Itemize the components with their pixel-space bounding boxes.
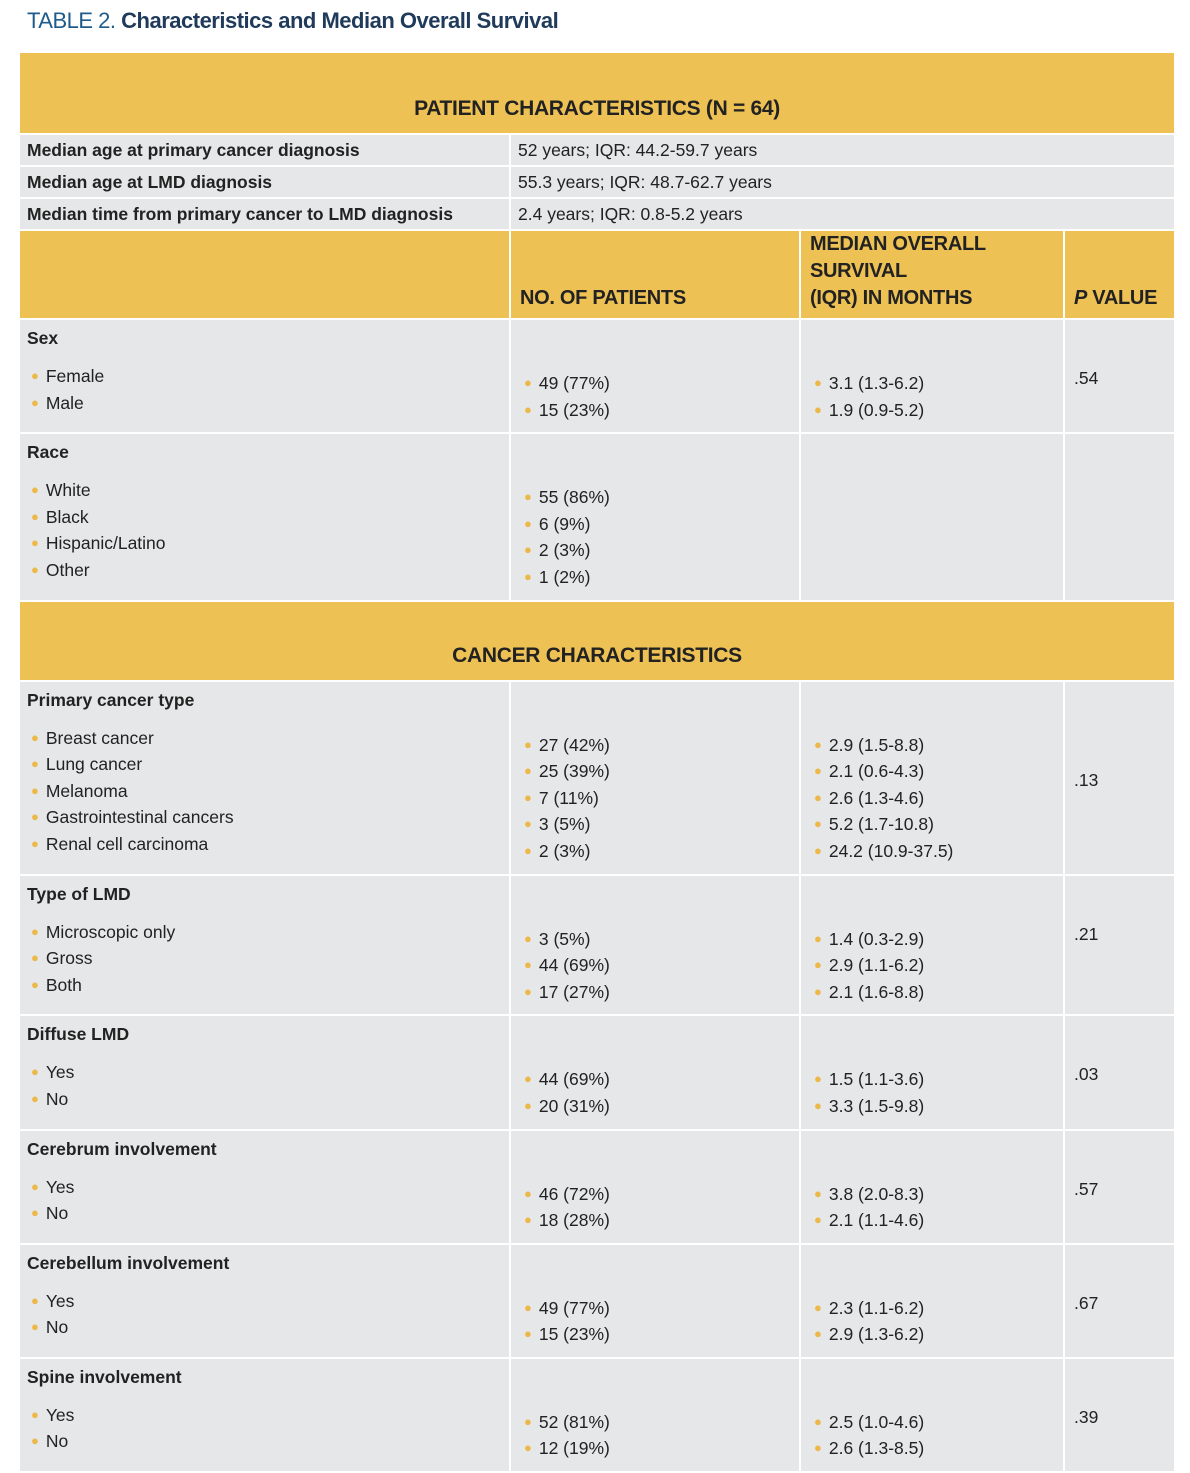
category-item bbox=[27, 973, 509, 1000]
survival-value-text: 2.3 (1.1-6.2) bbox=[828, 1297, 925, 1318]
category-item bbox=[27, 1315, 509, 1342]
p-value: .54 bbox=[1074, 368, 1099, 388]
survival-value bbox=[810, 1436, 1063, 1463]
survival-header-line1: MEDIAN OVERALL SURVIVAL bbox=[810, 233, 986, 282]
survival-cell bbox=[800, 1358, 1064, 1472]
group-label-cell bbox=[19, 1244, 510, 1358]
patient-count bbox=[520, 733, 799, 760]
bullet-icon: ● bbox=[31, 809, 39, 825]
caption-title: Characteristics and Median Overall Survival bbox=[121, 8, 559, 33]
column-header-blank bbox=[19, 230, 510, 319]
patient-count bbox=[520, 953, 799, 980]
category-item-list bbox=[27, 1175, 509, 1232]
bullet-icon: ● bbox=[814, 1097, 822, 1113]
category-item bbox=[27, 1060, 509, 1087]
group-row bbox=[19, 681, 1175, 875]
patient-count bbox=[520, 839, 799, 866]
group-row bbox=[19, 319, 1175, 433]
patient-count-text: 55 (86%) bbox=[538, 487, 610, 508]
p-value-cell bbox=[1064, 875, 1175, 1016]
survival-cell bbox=[800, 875, 1064, 1016]
patient-count-list bbox=[520, 927, 799, 1011]
patients-cell bbox=[510, 1015, 800, 1129]
category-item-list bbox=[27, 920, 509, 1004]
survival-value-text: 2.9 (1.3-6.2) bbox=[828, 1324, 925, 1345]
patient-count bbox=[520, 812, 799, 839]
patient-count-text: 7 (11%) bbox=[538, 787, 599, 808]
bullet-icon: ● bbox=[814, 1413, 822, 1429]
column-header-p-value bbox=[1064, 230, 1175, 319]
survival-value bbox=[810, 953, 1063, 980]
category-item bbox=[27, 779, 509, 806]
group-label-cell bbox=[19, 1358, 510, 1472]
patient-count-text: 44 (69%) bbox=[538, 1069, 610, 1090]
patient-count-list bbox=[520, 1067, 799, 1124]
bullet-icon: ● bbox=[31, 508, 39, 524]
patients-cell bbox=[510, 433, 800, 600]
survival-value-text: 2.1 (0.6-4.3) bbox=[828, 761, 925, 782]
cancer-band-row bbox=[19, 601, 1175, 681]
group-row bbox=[19, 1244, 1175, 1358]
bullet-icon: ● bbox=[814, 375, 822, 390]
survival-value-text: 2.1 (1.1-4.6) bbox=[828, 1210, 925, 1231]
group-title: Diffuse LMD bbox=[27, 1024, 130, 1045]
patient-count-list bbox=[520, 371, 799, 428]
category-item bbox=[27, 946, 509, 973]
bullet-icon: ● bbox=[814, 736, 822, 752]
patient-count-list bbox=[520, 733, 799, 870]
group-label-cell bbox=[19, 875, 510, 1016]
p-value: .13 bbox=[1074, 769, 1099, 790]
survival-cell bbox=[800, 433, 1064, 600]
category-item bbox=[27, 364, 509, 391]
category-item-text: Breast cancer bbox=[45, 727, 154, 748]
survival-cell bbox=[800, 1244, 1064, 1358]
bullet-icon: ● bbox=[814, 1299, 822, 1315]
group-title: Spine involvement bbox=[27, 1366, 182, 1387]
bullet-icon: ● bbox=[31, 1319, 39, 1335]
category-item bbox=[27, 920, 509, 947]
patient-count bbox=[520, 538, 799, 565]
category-item-list bbox=[27, 726, 509, 863]
patient-count bbox=[520, 485, 799, 512]
p-value-cell bbox=[1064, 1358, 1175, 1472]
bullet-icon: ● bbox=[524, 401, 532, 417]
bullet-icon: ● bbox=[524, 1440, 532, 1456]
patients-cell bbox=[510, 875, 800, 1016]
patient-count-text: 49 (77%) bbox=[538, 1297, 610, 1318]
group-row bbox=[19, 875, 1175, 1016]
category-item-list bbox=[27, 364, 509, 421]
category-item-list bbox=[27, 1403, 509, 1460]
survival-value bbox=[810, 1094, 1063, 1121]
patient-count-text: 17 (27%) bbox=[538, 981, 610, 1002]
bullet-icon: ● bbox=[524, 375, 532, 390]
patient-count bbox=[520, 1208, 799, 1235]
patient-count bbox=[520, 786, 799, 813]
characteristics-table bbox=[18, 51, 1176, 1473]
patients-cell bbox=[510, 1358, 800, 1472]
survival-value-text: 2.6 (1.3-8.5) bbox=[828, 1438, 925, 1459]
survival-value bbox=[810, 733, 1063, 760]
category-item bbox=[27, 752, 509, 779]
category-item-text: Gross bbox=[45, 948, 93, 969]
survival-value bbox=[810, 1067, 1063, 1094]
survival-value-text: 24.2 (10.9-37.5) bbox=[828, 840, 954, 861]
bullet-icon: ● bbox=[31, 1433, 39, 1449]
survival-value-text: 1.9 (0.9-5.2) bbox=[828, 399, 925, 420]
survival-value-text: 2.9 (1.1-6.2) bbox=[828, 955, 925, 976]
summary-value: 2.4 years; IQR: 0.8-5.2 years bbox=[510, 198, 1175, 230]
group-label-cell bbox=[19, 319, 510, 433]
category-item-text: No bbox=[45, 1203, 69, 1224]
patient-count-text: 3 (5%) bbox=[538, 814, 591, 835]
category-item bbox=[27, 726, 509, 753]
bullet-icon: ● bbox=[524, 1299, 532, 1315]
patients-cell bbox=[510, 319, 800, 433]
group-row bbox=[19, 1130, 1175, 1244]
survival-value-list bbox=[810, 1410, 1063, 1467]
summary-row bbox=[19, 198, 1175, 230]
bullet-icon: ● bbox=[524, 930, 532, 946]
bullet-icon: ● bbox=[524, 515, 532, 531]
patient-count-text: 15 (23%) bbox=[538, 399, 610, 420]
p-value: .67 bbox=[1074, 1292, 1099, 1313]
survival-cell bbox=[800, 681, 1064, 875]
p-value: .03 bbox=[1074, 1064, 1099, 1085]
patient-count-text: 3 (5%) bbox=[538, 928, 591, 949]
group-row bbox=[19, 433, 1175, 600]
category-item-text: Yes bbox=[45, 1404, 75, 1425]
patient-count bbox=[520, 1410, 799, 1437]
bullet-icon: ● bbox=[31, 950, 39, 966]
category-item bbox=[27, 478, 509, 505]
patient-count-text: 49 (77%) bbox=[538, 373, 610, 393]
bullet-icon: ● bbox=[31, 1064, 39, 1080]
patient-count bbox=[520, 565, 799, 592]
category-item bbox=[27, 1429, 509, 1456]
survival-value-list bbox=[810, 1182, 1063, 1239]
patient-band-row bbox=[19, 52, 1175, 134]
column-header-patients: NO. OF PATIENTS bbox=[510, 230, 800, 319]
bullet-icon: ● bbox=[524, 1185, 532, 1201]
group-label-cell bbox=[19, 681, 510, 875]
survival-value bbox=[810, 1410, 1063, 1437]
survival-value bbox=[810, 786, 1063, 813]
patient-count-text: 2 (3%) bbox=[538, 840, 591, 861]
patient-count-text: 6 (9%) bbox=[538, 513, 591, 534]
bullet-icon: ● bbox=[31, 561, 39, 577]
patient-count bbox=[520, 1094, 799, 1121]
survival-header-line2: (IQR) IN MONTHS bbox=[810, 287, 973, 309]
survival-value-text: 3.1 (1.3-6.2) bbox=[828, 373, 925, 393]
bullet-icon: ● bbox=[814, 1071, 822, 1087]
patient-count-list bbox=[520, 1410, 799, 1467]
patient-count bbox=[520, 398, 799, 425]
survival-value-text: 3.8 (2.0-8.3) bbox=[828, 1183, 925, 1204]
category-item-text: Lung cancer bbox=[45, 754, 143, 775]
bullet-icon: ● bbox=[31, 729, 39, 745]
patient-count bbox=[520, 927, 799, 954]
p-letter: P bbox=[1074, 287, 1088, 309]
group-title: Cerebrum involvement bbox=[27, 1138, 217, 1159]
table-body bbox=[19, 52, 1175, 1472]
bullet-icon: ● bbox=[524, 763, 532, 779]
group-label-cell bbox=[19, 1015, 510, 1129]
category-item-text: Male bbox=[45, 392, 84, 413]
bullet-icon: ● bbox=[31, 535, 39, 551]
category-item-list bbox=[27, 1289, 509, 1346]
bullet-icon: ● bbox=[814, 763, 822, 779]
survival-value bbox=[810, 927, 1063, 954]
survival-cell bbox=[800, 319, 1064, 433]
patient-count-text: 12 (19%) bbox=[538, 1438, 610, 1459]
patient-count-text: 27 (42%) bbox=[538, 734, 610, 755]
bullet-icon: ● bbox=[814, 1440, 822, 1456]
bullet-icon: ● bbox=[31, 1205, 39, 1221]
patient-count-text: 44 (69%) bbox=[538, 955, 610, 976]
bullet-icon: ● bbox=[31, 368, 39, 383]
bullet-icon: ● bbox=[31, 482, 39, 498]
survival-value-list bbox=[810, 371, 1063, 428]
category-item-text: Other bbox=[45, 559, 90, 580]
patient-count-text: 15 (23%) bbox=[538, 1324, 610, 1345]
patient-count bbox=[520, 1436, 799, 1463]
patient-characteristics-band: PATIENT CHARACTERISTICS (N = 64) bbox=[19, 52, 1175, 134]
category-item-text: Yes bbox=[45, 1062, 75, 1083]
bullet-icon: ● bbox=[814, 983, 822, 999]
caption-label: TABLE 2. bbox=[27, 8, 116, 33]
patient-count bbox=[520, 759, 799, 786]
survival-value bbox=[810, 1296, 1063, 1323]
p-value-cell bbox=[1064, 433, 1175, 600]
survival-value bbox=[810, 1208, 1063, 1235]
bullet-icon: ● bbox=[31, 1406, 39, 1422]
category-item bbox=[27, 1087, 509, 1114]
group-title: Sex bbox=[27, 328, 59, 348]
category-item-text: White bbox=[45, 480, 91, 501]
bullet-icon: ● bbox=[31, 1090, 39, 1106]
bullet-icon: ● bbox=[524, 1071, 532, 1087]
patient-count bbox=[520, 512, 799, 539]
patient-count bbox=[520, 1296, 799, 1323]
survival-value bbox=[810, 812, 1063, 839]
patient-count bbox=[520, 1067, 799, 1094]
patients-cell bbox=[510, 1244, 800, 1358]
bullet-icon: ● bbox=[524, 1097, 532, 1113]
patients-cell bbox=[510, 681, 800, 875]
bullet-icon: ● bbox=[814, 842, 822, 858]
bullet-icon: ● bbox=[524, 736, 532, 752]
category-item bbox=[27, 558, 509, 585]
survival-cell bbox=[800, 1015, 1064, 1129]
category-item-list bbox=[27, 478, 509, 588]
category-item-text: Renal cell carcinoma bbox=[45, 833, 209, 854]
column-header-survival bbox=[800, 230, 1064, 319]
column-header-row bbox=[19, 230, 1175, 319]
category-item-text: Microscopic only bbox=[45, 921, 176, 942]
survival-value-text: 1.4 (0.3-2.9) bbox=[828, 928, 925, 949]
bullet-icon: ● bbox=[524, 489, 532, 505]
category-item bbox=[27, 805, 509, 832]
group-title: Primary cancer type bbox=[27, 689, 195, 710]
category-item-text: Yes bbox=[45, 1176, 75, 1197]
summary-label: Median time from primary cancer to LMD diagnosis bbox=[19, 198, 510, 230]
patient-count bbox=[520, 980, 799, 1007]
patient-count-text: 25 (39%) bbox=[538, 761, 610, 782]
bullet-icon: ● bbox=[524, 1413, 532, 1429]
patient-count bbox=[520, 1322, 799, 1349]
bullet-icon: ● bbox=[524, 983, 532, 999]
patient-count-text: 20 (31%) bbox=[538, 1095, 610, 1116]
p-value-cell bbox=[1064, 1130, 1175, 1244]
survival-value bbox=[810, 1182, 1063, 1209]
bullet-icon: ● bbox=[524, 789, 532, 805]
p-value: .57 bbox=[1074, 1178, 1099, 1199]
bullet-icon: ● bbox=[524, 1212, 532, 1228]
patient-count-text: 1 (2%) bbox=[538, 566, 591, 587]
bullet-icon: ● bbox=[524, 568, 532, 584]
summary-label: Median age at primary cancer diagnosis bbox=[19, 134, 510, 166]
bullet-icon: ● bbox=[814, 930, 822, 946]
category-item bbox=[27, 531, 509, 558]
survival-value-list bbox=[810, 1067, 1063, 1124]
bullet-icon: ● bbox=[31, 1292, 39, 1308]
group-title: Type of LMD bbox=[27, 883, 131, 904]
patient-count-list bbox=[520, 485, 799, 595]
p-value: .39 bbox=[1074, 1406, 1099, 1427]
group-title: Cerebellum involvement bbox=[27, 1252, 230, 1273]
category-item bbox=[27, 1201, 509, 1228]
bullet-icon: ● bbox=[814, 1212, 822, 1228]
bullet-icon: ● bbox=[814, 789, 822, 805]
category-item-text: Gastrointestinal cancers bbox=[45, 807, 234, 828]
category-item bbox=[27, 832, 509, 859]
survival-cell bbox=[800, 1130, 1064, 1244]
category-item-text: Hispanic/Latino bbox=[45, 533, 166, 554]
bullet-icon: ● bbox=[31, 756, 39, 772]
category-item-text: Both bbox=[45, 974, 82, 995]
group-row bbox=[19, 1015, 1175, 1129]
group-label-cell bbox=[19, 1130, 510, 1244]
category-item-text: Yes bbox=[45, 1290, 75, 1311]
bullet-icon: ● bbox=[814, 1326, 822, 1342]
bullet-icon: ● bbox=[31, 976, 39, 992]
bullet-icon: ● bbox=[31, 394, 39, 410]
survival-value-text: 3.3 (1.5-9.8) bbox=[828, 1095, 925, 1116]
summary-row bbox=[19, 134, 1175, 166]
group-row bbox=[19, 1358, 1175, 1472]
survival-value-text: 2.5 (1.0-4.6) bbox=[828, 1411, 925, 1432]
table-caption bbox=[27, 8, 558, 34]
bullet-icon: ● bbox=[524, 842, 532, 858]
category-item bbox=[27, 391, 509, 418]
survival-value-text: 2.1 (1.6-8.8) bbox=[828, 981, 925, 1002]
patient-count-text: 46 (72%) bbox=[538, 1183, 610, 1204]
survival-value-text: 2.6 (1.3-4.6) bbox=[828, 787, 925, 808]
p-value-cell bbox=[1064, 1244, 1175, 1358]
patient-count-list bbox=[520, 1182, 799, 1239]
bullet-icon: ● bbox=[524, 542, 532, 558]
survival-value bbox=[810, 1322, 1063, 1349]
category-item-text: Female bbox=[45, 366, 105, 386]
patient-count-text: 2 (3%) bbox=[538, 540, 591, 561]
category-item-text: Melanoma bbox=[45, 780, 128, 801]
bullet-icon: ● bbox=[814, 816, 822, 832]
patient-count-text: 18 (28%) bbox=[538, 1210, 610, 1231]
category-item-list bbox=[27, 1060, 509, 1117]
survival-value bbox=[810, 398, 1063, 425]
p-value-cell bbox=[1064, 681, 1175, 875]
bullet-icon: ● bbox=[31, 1178, 39, 1194]
survival-value bbox=[810, 839, 1063, 866]
category-item bbox=[27, 505, 509, 532]
category-item-text: No bbox=[45, 1431, 69, 1452]
patient-count bbox=[520, 1182, 799, 1209]
survival-value bbox=[810, 980, 1063, 1007]
patient-count-text: 52 (81%) bbox=[538, 1411, 610, 1432]
survival-value-text: 2.9 (1.5-8.8) bbox=[828, 734, 925, 755]
patient-count bbox=[520, 371, 799, 398]
category-item bbox=[27, 1403, 509, 1430]
group-label-cell bbox=[19, 433, 510, 600]
p-value-cell bbox=[1064, 1015, 1175, 1129]
survival-value-text: 1.5 (1.1-3.6) bbox=[828, 1069, 925, 1090]
bullet-icon: ● bbox=[31, 923, 39, 939]
survival-value bbox=[810, 371, 1063, 398]
bullet-icon: ● bbox=[814, 957, 822, 973]
p-value-word: VALUE bbox=[1087, 287, 1158, 309]
bullet-icon: ● bbox=[31, 782, 39, 798]
survival-value-text: 5.2 (1.7-10.8) bbox=[828, 814, 934, 835]
patient-count-list bbox=[520, 1296, 799, 1353]
cancer-characteristics-band: CANCER CHARACTERISTICS bbox=[19, 601, 1175, 681]
group-title: Race bbox=[27, 442, 69, 463]
category-item bbox=[27, 1175, 509, 1202]
category-item-text: Black bbox=[45, 506, 89, 527]
summary-value: 52 years; IQR: 44.2-59.7 years bbox=[510, 134, 1175, 166]
bullet-icon: ● bbox=[814, 1185, 822, 1201]
summary-value: 55.3 years; IQR: 48.7-62.7 years bbox=[510, 166, 1175, 198]
category-item-text: No bbox=[45, 1088, 69, 1109]
bullet-icon: ● bbox=[524, 816, 532, 832]
p-value-cell bbox=[1064, 319, 1175, 433]
bullet-icon: ● bbox=[524, 957, 532, 973]
category-item bbox=[27, 1289, 509, 1316]
category-item-text: No bbox=[45, 1317, 69, 1338]
p-value: .21 bbox=[1074, 923, 1099, 944]
survival-value bbox=[810, 759, 1063, 786]
survival-value-list bbox=[810, 1296, 1063, 1353]
summary-row bbox=[19, 166, 1175, 198]
summary-label: Median age at LMD diagnosis bbox=[19, 166, 510, 198]
bullet-icon: ● bbox=[814, 401, 822, 417]
survival-value-list bbox=[810, 733, 1063, 870]
bullet-icon: ● bbox=[524, 1326, 532, 1342]
patients-cell bbox=[510, 1130, 800, 1244]
bullet-icon: ● bbox=[31, 835, 39, 851]
survival-value-list bbox=[810, 927, 1063, 1011]
